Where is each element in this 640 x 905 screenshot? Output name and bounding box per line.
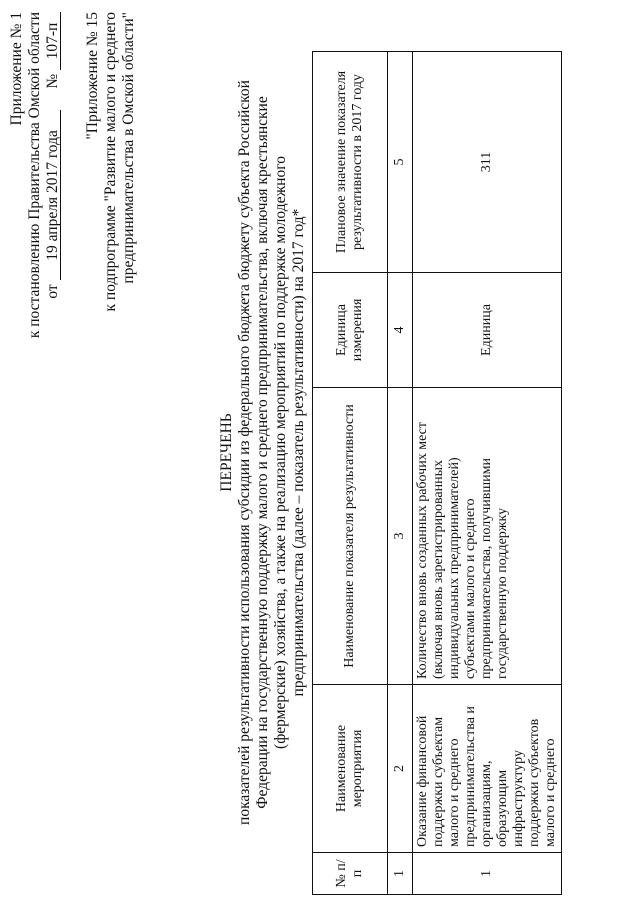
- subprogram-line-3: предпринимательства в Омской области": [120, 12, 137, 284]
- title-line-2: Федерации на государственную поддержку малого и среднего предпринимательства, включая крестьянские: [254, 96, 271, 809]
- appendix-line-1: Приложение № 1: [8, 12, 25, 126]
- number-value: 107-п: [45, 12, 61, 70]
- row-indicator: Количество вновь созданных рабочих мест (включая вновь зарегистрированных индивидуальных предпринимателей) субъектами малого и среднего предпринимательства, получившими государственную поддержку: [413, 388, 562, 685]
- header-unit: Единица измерения: [313, 273, 388, 388]
- row-number: 1: [413, 853, 562, 895]
- table-header-row: [313, 52, 388, 895]
- date-prefix: от: [44, 284, 61, 299]
- date-value: 19 апреля 2017 года: [45, 110, 61, 280]
- title-line-4: предпринимательства (далее – показатель результативности) на 2017 год*: [290, 208, 307, 697]
- column-number: 4: [388, 273, 413, 388]
- header-planned-value: Плановое значение показателя результативности в 2017 году: [313, 52, 388, 273]
- number-prefix: №: [44, 73, 61, 89]
- table-row: [413, 52, 562, 895]
- header-number: № п/п: [313, 853, 388, 895]
- column-number: 5: [388, 52, 413, 273]
- appendix-line-2: к постановлению Правительства Омской области: [26, 12, 43, 339]
- row-event: Оказание финансовой поддержки субъектам малого и среднего предпринимательства и организациям, образующим инфраструктуру поддержки субъектов малого и среднего: [413, 685, 562, 853]
- header-event: Наименование мероприятия: [313, 685, 388, 853]
- column-number: 1: [388, 853, 413, 895]
- header-indicator: Наименование показателя результативности: [313, 388, 388, 685]
- row-value: 311: [413, 52, 562, 273]
- subprogram-line-1: "Приложение № 15: [84, 12, 101, 140]
- title-line-1: показателей результативности использования субсидии из федерального бюджета бюджету субъекта Российской: [236, 80, 253, 825]
- row-unit: Единица: [413, 273, 562, 388]
- indicators-table: [312, 51, 562, 895]
- document-heading: ПЕРЕЧЕНЬ: [218, 413, 235, 492]
- column-number: 2: [388, 685, 413, 853]
- subprogram-line-2: к подпрограмме "Развитие малого и среднего: [102, 12, 119, 312]
- title-line-3: (фермерские) хозяйства, а также на реализацию мероприятий по поддержке молодежного: [272, 156, 289, 749]
- column-number: 3: [388, 388, 413, 685]
- appendix-date-line: [44, 12, 62, 299]
- column-numbers-row: [388, 52, 413, 895]
